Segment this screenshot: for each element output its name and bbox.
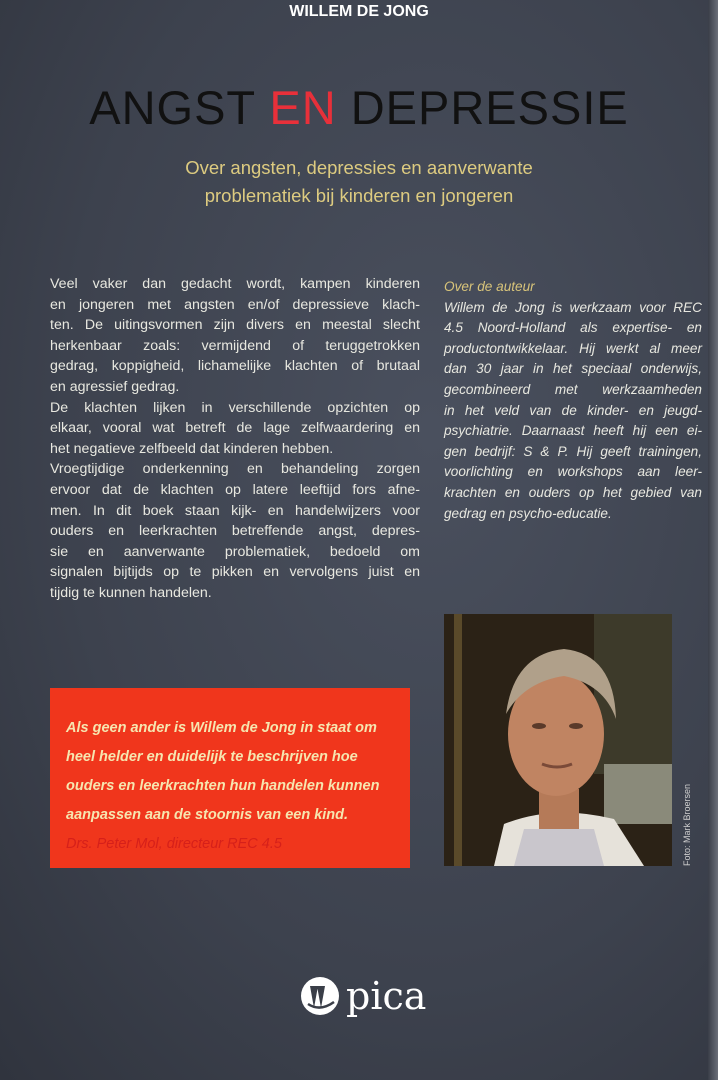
about-line: in het veld van de kinder- en jeugd- xyxy=(444,402,702,418)
blurb-line: tijdig te kunnen handelen. xyxy=(50,584,212,601)
author-photo xyxy=(444,614,672,866)
subtitle-line: problematiek bij kinderen en jongeren xyxy=(204,185,514,206)
blurb-line: sie en aanverwante problematiek, bedoeld om xyxy=(50,543,420,560)
blurb-line: ouders en leerkrachten betreffende angst, depres- xyxy=(50,523,420,540)
blurb-line: De klachten lijken in verschillende opzichten op xyxy=(50,399,420,416)
about-heading: Over de auteur xyxy=(444,279,535,294)
about-line: 4.5 Noord-Holland als expertise- en xyxy=(444,320,702,336)
blurb xyxy=(50,274,420,604)
blurb-line: het negatieve zelfbeeld dat kinderen hebben. xyxy=(50,440,334,457)
blurb-line: elkaar, vooral wat betreft de lage zelfwaardering en xyxy=(50,420,420,437)
photo-credit: Foto: Mark Broersen xyxy=(682,783,692,866)
about-line: gedrag en psycho-educatie. xyxy=(444,505,612,521)
blurb-line: en agressief gedrag. xyxy=(50,378,180,395)
blurb-line: en jongeren met angsten en/of depressieve klach- xyxy=(50,296,420,313)
blurb-line: signalen bijtijds op te pikken en vervolgens juist en xyxy=(50,564,420,581)
blurb-line: Vroegtijdige onderkenning en behandeling zorgen xyxy=(50,461,420,478)
about-line: gen bedrijf: S & P. Hij geeft trainingen, xyxy=(444,443,702,459)
title-part: ANGST xyxy=(89,81,256,134)
about-line: Willem de Jong is werkzaam voor REC xyxy=(444,299,702,315)
about-author xyxy=(444,277,702,524)
about-line: voorlichting en workshops aan leer- xyxy=(444,464,702,480)
about-line: gecombineerd met werkzaamheden xyxy=(444,381,702,397)
book-title xyxy=(0,80,718,135)
quote-line: aanpassen aan de stoornis van een kind. xyxy=(66,807,349,823)
quote-box xyxy=(50,688,410,868)
quote-line: ouders en leerkrachten hun handelen kunnen xyxy=(66,778,380,794)
subtitle-line: Over angsten, depressies en aanverwante xyxy=(185,157,533,178)
quote-line: heel helder en duidelijk te beschrijven hoe xyxy=(66,749,358,765)
blurb-line: ten. De uitingsvormen zijn divers en meestal slecht xyxy=(50,317,420,334)
publisher-name: pica xyxy=(346,974,427,1018)
about-line: krachten en ouders op het gebied van xyxy=(444,484,702,500)
author-portrait-icon xyxy=(444,614,672,866)
subtitle xyxy=(0,154,718,210)
blurb-line: herkenbaar zoals: vermijdend of teruggetrokken xyxy=(50,337,420,354)
quote-source: Drs. Peter Mol, directeur REC 4.5 xyxy=(66,836,282,852)
title-part: DEPRESSIE xyxy=(350,81,629,134)
blurb-line: Veel vaker dan gedacht wordt, kampen kinderen xyxy=(50,276,420,292)
title-part-accent: EN xyxy=(269,81,337,134)
about-line: productontwikkelaar. Hij werkt al meer xyxy=(444,340,702,356)
about-line: dan 30 jaar in het speciaal onderwijs, xyxy=(444,361,702,377)
blurb-line: ervoor dat de klachten op latere leeftijd fors afne- xyxy=(50,481,420,498)
ship-logo-icon xyxy=(300,976,340,1016)
quote-line: Als geen ander is Willem de Jong in staat om xyxy=(66,720,377,736)
author-name: WILLEM DE JONG xyxy=(289,3,429,20)
about-line: psychiatrie. Daarnaast heeft hij een ei- xyxy=(444,423,702,439)
blurb-line: gedrag, koppigheid, lichamelijke klachten of brutaal xyxy=(50,358,420,375)
publisher-logo xyxy=(300,976,426,1016)
blurb-line: men. In dit boek staan kijk- en handelwijzers voor xyxy=(50,502,420,519)
